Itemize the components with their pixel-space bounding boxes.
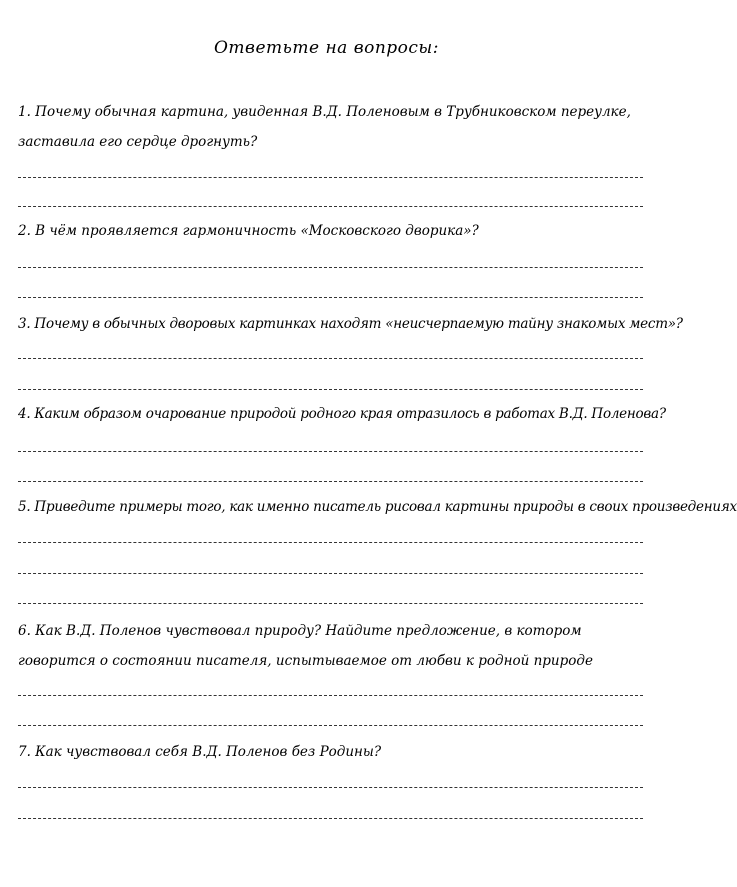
answer-line (18, 573, 643, 574)
answer-line (18, 177, 643, 178)
question-5: 5. Приведите примеры того, как именно писатель рисовал картины природы в своих произведениях (18, 499, 737, 515)
question-2: 2. В чём проявляется гармоничность «Московского дворика»? (18, 223, 479, 239)
answer-line (18, 451, 643, 452)
answer-line (18, 481, 643, 482)
answer-line (18, 695, 643, 696)
answer-line (18, 818, 643, 819)
worksheet-title: Ответьте на вопросы: (214, 38, 439, 58)
question-6: 6. Как В.Д. Поленов чувствовал природу? Найдите предложение, в котором говорится о состоянии писателя, испытываемое от любви к родной природе (18, 623, 593, 669)
answer-line (18, 297, 643, 298)
question-7: 7. Как чувствовал себя В.Д. Поленов без Родины? (18, 744, 382, 760)
answer-line (18, 206, 643, 207)
question-3: 3. Почему в обычных дворовых картинках находят «неисчерпаемую тайну знакомых мест»? (18, 316, 683, 332)
question-4: 4. Каким образом очарование природой родного края отразилось в работах В.Д. Поленова? (18, 406, 666, 422)
answer-line (18, 267, 643, 268)
answer-line (18, 389, 643, 390)
answer-line (18, 358, 643, 359)
answer-line (18, 725, 643, 726)
answer-line (18, 603, 643, 604)
answer-line (18, 542, 643, 543)
answer-line (18, 787, 643, 788)
question-1: 1. Почему обычная картина, увиденная В.Д. Поленовым в Трубниковском переулке, заставила его сердце дрогнуть? (18, 104, 631, 150)
